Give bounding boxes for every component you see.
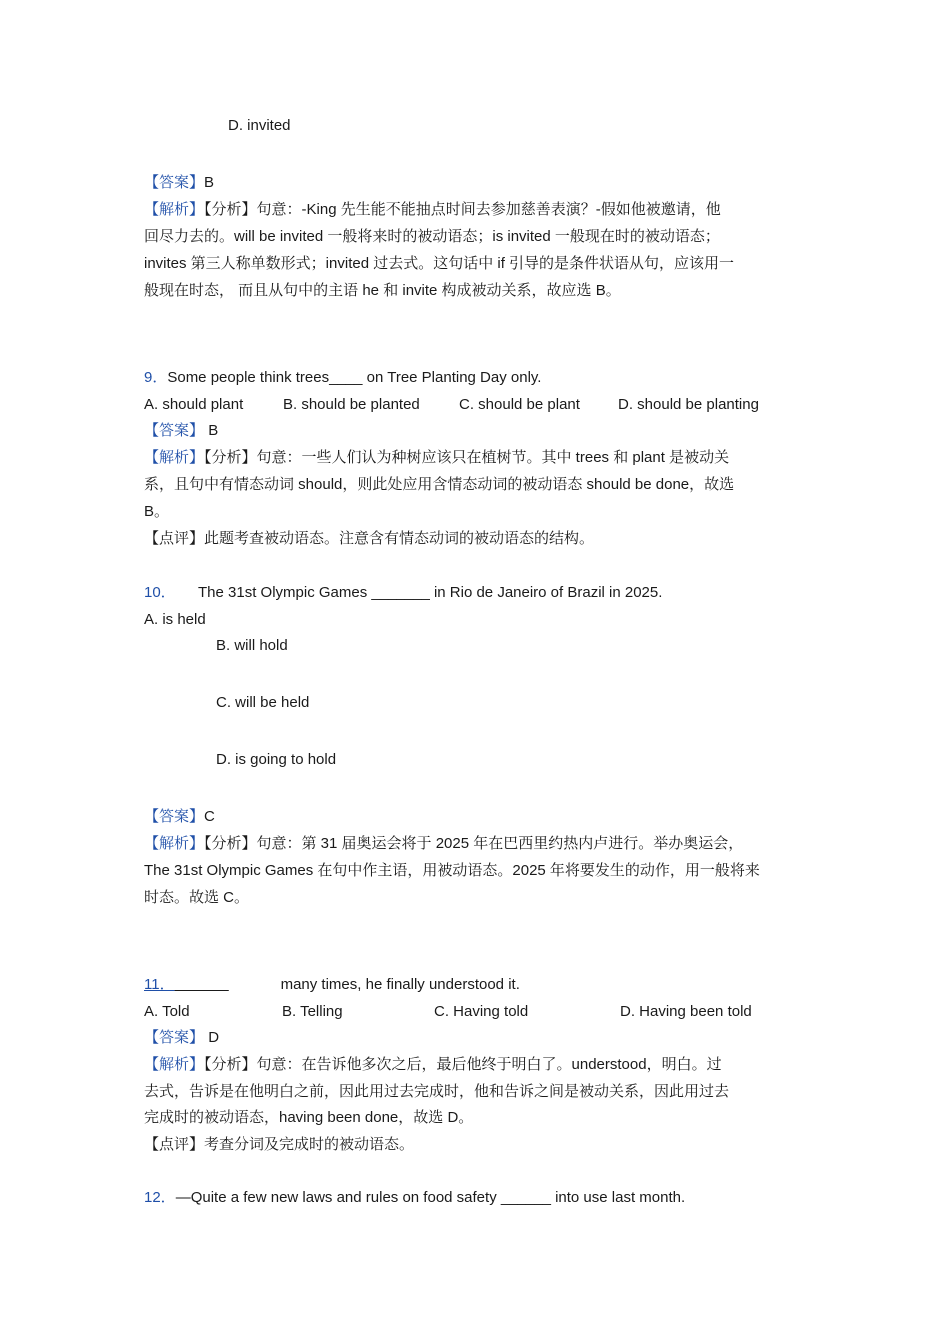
q8-analysis-line-4: 般现在时态， 而且从句中的主语 he 和 invite 构成被动关系，故应选 B。 — [144, 282, 621, 299]
answer-value: B — [208, 422, 219, 439]
q9-option-c: C. should be plant — [459, 396, 580, 413]
q9-answer-row — [144, 421, 218, 441]
answer-value: B — [204, 174, 215, 191]
q10-option-c: C. will be held — [216, 694, 310, 711]
q10-stem-row — [144, 583, 662, 603]
q11-comment: 【点评】考查分词及完成时的被动语态。 — [144, 1136, 415, 1153]
q11-option-d: D. Having been told — [620, 1003, 752, 1020]
question-stem: —Quite a few new laws and rules on food safety ______ into use last month. — [175, 1189, 686, 1206]
q9-option-d: D. should be planting — [618, 396, 759, 413]
q8-option-d: D. invited — [228, 117, 291, 134]
question-number: 9． — [144, 369, 168, 386]
question-stem: many times, he finally understood it. — [280, 976, 520, 993]
analysis-tag: 【解析】 — [144, 449, 205, 466]
q11-option-a: A. Told — [144, 1003, 190, 1020]
q11-analysis-line-3: 完成时的被动语态，having been done，故选 D。 — [144, 1109, 474, 1126]
answer-tag: 【答案】 — [144, 422, 205, 439]
q9-analysis-line-2: 系，且句中有情态动词 should，则此处应用含情态动词的被动语态 should be done，故选 — [144, 476, 735, 493]
q11-analysis-line-2: 去式，告诉是在他明白之前，因此用过去完成时，他和告诉之间是被动关系，因此用过去 — [144, 1083, 730, 1100]
q9-comment: 【点评】此题考查被动语态。注意含有情态动词的被动语态的结构。 — [144, 530, 595, 547]
q9-analysis-line-3: B。 — [144, 503, 170, 520]
answer-tag: 【答案】 — [144, 1029, 205, 1046]
analysis-tag: 【解析】 — [144, 1056, 205, 1073]
analysis-tag: 【解析】 — [144, 835, 205, 852]
answer-tag: 【答案】 — [144, 174, 205, 191]
q11-answer-row — [144, 1028, 219, 1048]
analysis-tag: 【解析】 — [144, 201, 205, 218]
q9-analysis-line-1 — [144, 448, 729, 468]
q8-analysis-line-2: 回尽力去的。will be invited 一般将来时的被动语态；is invited 一般现在时的被动语态； — [144, 228, 720, 245]
q9-option-a: A. should plant — [144, 396, 244, 413]
q10-analysis-line-2: The 31st Olympic Games 在句中作主语，用被动语态。2025 年将要发生的动作，用一般将来 — [144, 862, 760, 879]
q12-stem-row — [144, 1188, 685, 1208]
q11-option-b: B. Telling — [282, 1003, 343, 1020]
q10-analysis-line-3: 时态。故选 C。 — [144, 889, 250, 906]
q9-stem-row — [144, 368, 541, 388]
question-number: 11． — [144, 976, 175, 993]
analysis-text: 【分析】句意：-King 先生能不能抽点时间去参加慈善表演？-假如他被邀请，他 — [204, 201, 721, 218]
q8-analysis-line-1 — [144, 200, 721, 220]
analysis-text: 【分析】句意：一些人们认为种树应该只在植树节。其中 trees 和 plant 是被动关 — [204, 449, 730, 466]
q11-stem-row — [144, 975, 520, 995]
q10-answer-row — [144, 807, 215, 827]
analysis-text: 【分析】句意：第 31 届奥运会将于 2025 年在巴西里约热内卢进行。举办奥运会， — [204, 835, 744, 852]
question-stem: The 31st Olympic Games _______ in Rio de Janeiro of Brazil in 2025. — [198, 584, 663, 601]
q10-analysis-line-1 — [144, 834, 743, 854]
analysis-text: 【分析】句意：在告诉他多次之后，最后他终于明白了。understood，明白。过 — [204, 1056, 722, 1073]
q10-option-a: A. is held — [144, 611, 206, 628]
question-blank — [175, 975, 281, 995]
question-number: 12． — [144, 1189, 176, 1206]
q11-analysis-line-1 — [144, 1055, 722, 1075]
q10-option-d: D. is going to hold — [216, 751, 337, 768]
q9-option-b: B. should be planted — [283, 396, 420, 413]
q8-analysis-line-3: invites 第三人称单数形式；invited 过去式。这句话中 if 引导的是条件状语从句，应该用一 — [144, 255, 735, 272]
q8-answer-row — [144, 173, 214, 193]
answer-tag: 【答案】 — [144, 808, 205, 825]
question-number: 10． — [144, 584, 176, 601]
q10-option-b: B. will hold — [216, 637, 288, 654]
q11-option-c: C. Having told — [434, 1003, 529, 1020]
answer-value: D — [208, 1029, 220, 1046]
question-stem: Some people think trees____ on Tree Planting Day only. — [167, 369, 542, 386]
answer-value: C — [204, 808, 215, 825]
